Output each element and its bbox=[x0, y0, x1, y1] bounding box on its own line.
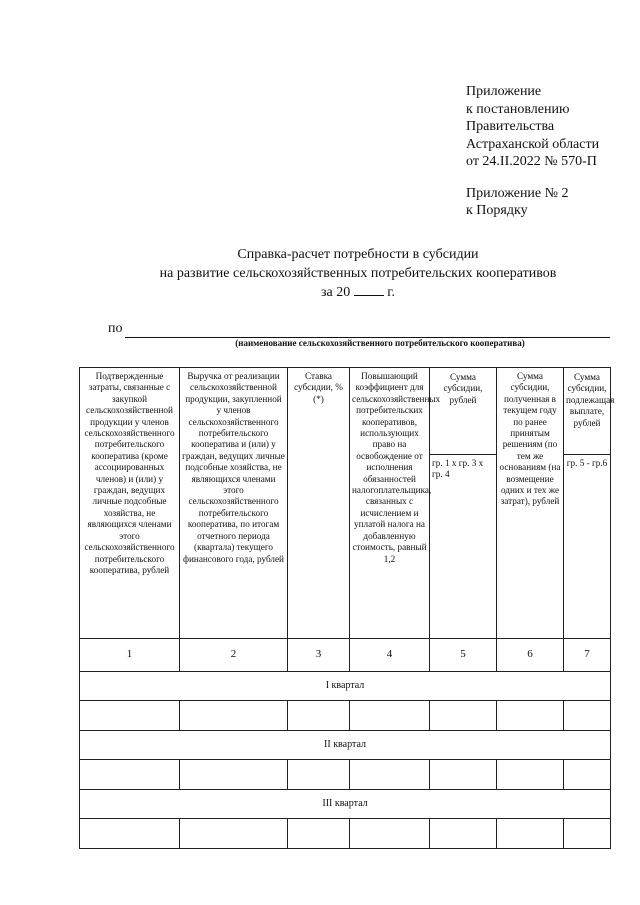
data-cell bbox=[497, 701, 564, 731]
data-cell bbox=[497, 760, 564, 790]
formula-text: гр. 1 x гр. 3 x гр. 4 bbox=[430, 454, 496, 484]
data-cell bbox=[430, 760, 497, 790]
data-row bbox=[80, 701, 611, 731]
data-cell bbox=[180, 701, 288, 731]
title-line: Справка-расчет потребности в субсидии bbox=[237, 247, 479, 262]
data-cell bbox=[80, 819, 180, 849]
column-number: 5 bbox=[430, 639, 497, 672]
data-cell bbox=[288, 701, 350, 731]
quarter-label: II квартал bbox=[80, 731, 611, 760]
appendix-line: к постановлению bbox=[466, 101, 570, 117]
appendix-line: Приложение № 2 bbox=[466, 185, 569, 201]
data-cell bbox=[564, 819, 611, 849]
data-cell bbox=[350, 819, 430, 849]
title-year-line bbox=[120, 283, 596, 302]
quarter-label: III квартал bbox=[80, 790, 611, 819]
data-cell bbox=[564, 760, 611, 790]
column-numbers-row bbox=[80, 639, 611, 672]
quarter-label: I квартал bbox=[80, 672, 611, 701]
data-cell bbox=[350, 760, 430, 790]
quarter-row bbox=[80, 731, 611, 760]
data-row bbox=[80, 760, 611, 790]
column-number: 2 bbox=[180, 639, 288, 672]
document-title bbox=[120, 245, 596, 302]
subsidy-table bbox=[79, 367, 615, 849]
header-cell bbox=[430, 368, 497, 639]
data-cell bbox=[180, 760, 288, 790]
column-number: 1 bbox=[80, 639, 180, 672]
header-cell: Подтвержденные затраты, связанные с закупкой сельскохозяйственной продукции у членов сельскохозяйственного потребительского кооператива (кроме ассоциированных членов) и (или) у граждан, ведущих личные подсобные хозяйства, не являющихся членами этого сельскохозяйственного потребительского кооператива, рублей bbox=[80, 368, 180, 639]
data-cell bbox=[80, 760, 180, 790]
organization-label: по bbox=[108, 321, 123, 336]
year-suffix: г. bbox=[387, 285, 395, 300]
data-cell bbox=[564, 701, 611, 731]
year-blank bbox=[354, 283, 384, 296]
data-cell bbox=[350, 701, 430, 731]
year-prefix: за 20 bbox=[321, 285, 351, 300]
column-number: 7 bbox=[564, 639, 611, 672]
appendix-line: Приложение bbox=[466, 84, 542, 99]
data-cell bbox=[80, 701, 180, 731]
resolution-date-number: от 24.II.2022 № 570-П bbox=[466, 154, 597, 169]
organization-caption: (наименование сельскохозяйственного потребительского кооператива) bbox=[235, 338, 525, 348]
header-cell: Ставка субсидии, % (*) bbox=[288, 368, 350, 639]
data-row bbox=[80, 819, 611, 849]
header-cell-text: Сумма субсидии, рублей bbox=[443, 372, 483, 405]
header-cell: Повышающий коэффициент для сельскохозяйственных потребительских кооперативов, использующих право на освобождение от исполнения обязанностей налогоплательщика, связанных с исчислением и уплатой налога на добавленную стоимость, равный 1,2 bbox=[350, 368, 430, 639]
quarter-row bbox=[80, 672, 611, 701]
column-number: 6 bbox=[497, 639, 564, 672]
formula-text: гр. 5 - гр.6 bbox=[564, 454, 610, 472]
title-line: на развитие сельскохозяйственных потребительских кооперативов bbox=[159, 266, 557, 281]
appendix-line: к Порядку bbox=[466, 203, 528, 218]
data-cell bbox=[180, 819, 288, 849]
appendix-line: Правительства bbox=[466, 119, 555, 134]
data-cell bbox=[288, 760, 350, 790]
header-cell bbox=[564, 368, 615, 639]
header-cell-text: Сумма субсидии, подлежащая выплате, рублей bbox=[566, 372, 615, 428]
appendix-block bbox=[466, 83, 599, 220]
data-cell bbox=[430, 819, 497, 849]
organization-line bbox=[108, 321, 610, 339]
quarter-row bbox=[80, 790, 611, 819]
data-cell bbox=[288, 819, 350, 849]
header-row bbox=[80, 368, 611, 639]
header-cell: Сумма субсидии, полученная в текущем году по ранее принятым решениям (по тем же основаниям (на возмещение одних и тех же затрат), рублей bbox=[497, 368, 564, 639]
data-cell bbox=[497, 819, 564, 849]
appendix-line: Астраханской области bbox=[466, 136, 600, 152]
column-number: 3 bbox=[288, 639, 350, 672]
data-cell bbox=[430, 701, 497, 731]
column-number: 4 bbox=[350, 639, 430, 672]
header-cell: Выручка от реализации сельскохозяйственной продукции, закупленной у членов сельскохозяйственного потребительского кооператива и (или) у граждан, ведущих личные подсобные хозяйства, не являющихся членами этого сельскохозяйственного потребительского кооператива, по итогам отчетного периода (квартала) текущего финансового года, рублей bbox=[180, 368, 288, 639]
